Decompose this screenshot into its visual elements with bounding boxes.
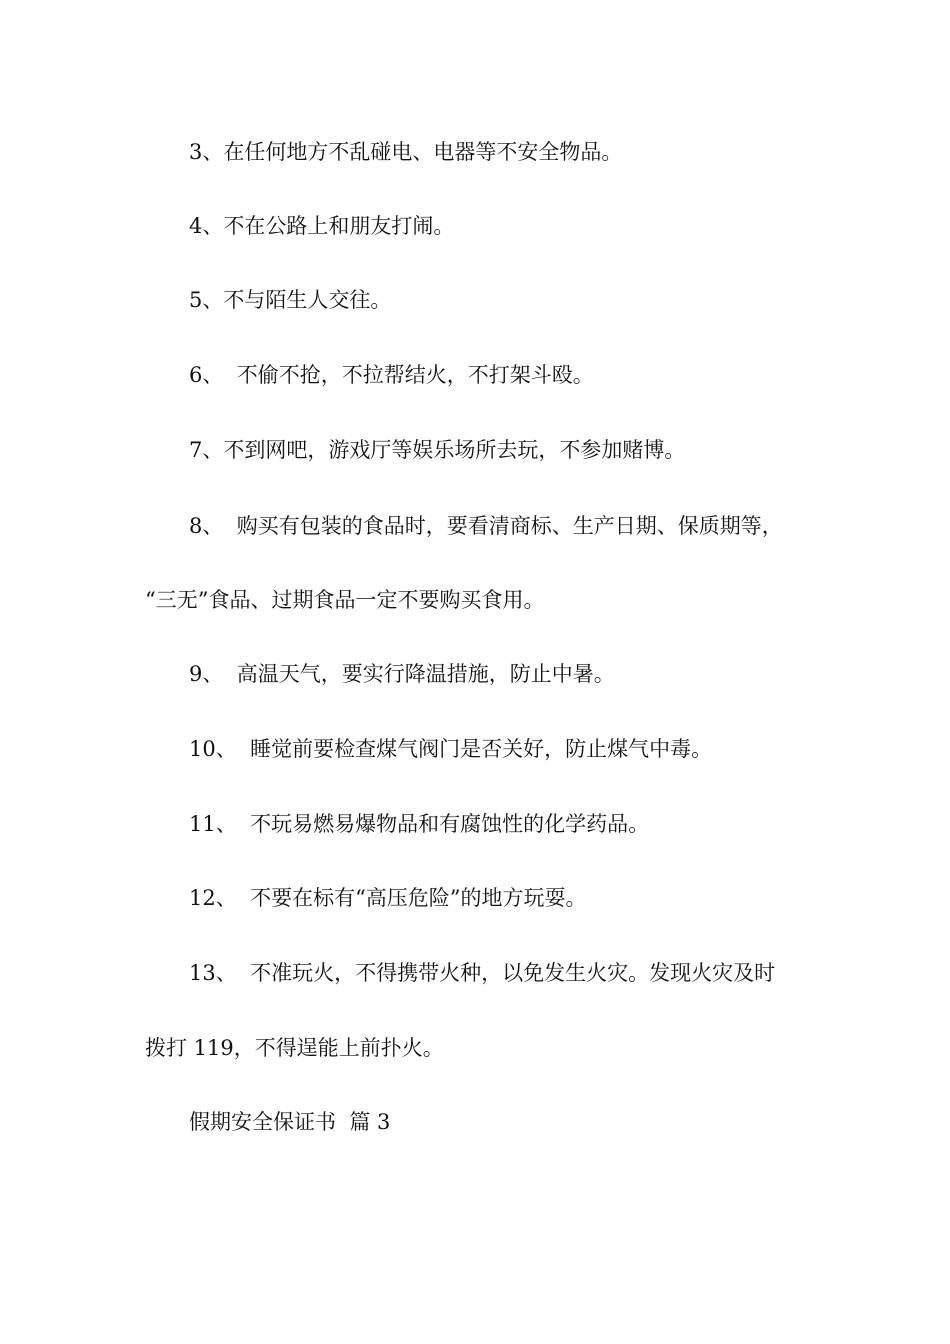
item-13: 13、 不准玩火，不得携带火种，以免发生火灾。发现火灾及时 [189,961,776,985]
item-12: 12、 不要在标有“高压危险”的地方玩耍。 [189,886,587,910]
item-6: 6、 不偷不抢，不拉帮结火，不打架斗殴。 [189,363,594,387]
item-4: 4、不在公路上和朋友打闹。 [189,214,455,238]
section-heading: 假期安全保证书 篇 3 [189,1110,391,1134]
item-10: 10、 睡觉前要检查煤气阀门是否关好，防止煤气中毒。 [189,737,713,761]
item-3: 3、在任何地方不乱碰电、电器等不安全物品。 [189,140,623,164]
item-8: 8、 购买有包装的食品时，要看清商标、生产日期、保质期等， [189,514,783,538]
item-8-continued: “三无”食品、过期食品一定不要购买食用。 [145,588,545,612]
item-7: 7、不到网吧，游戏厅等娱乐场所去玩，不参加赌博。 [189,438,686,462]
item-11: 11、 不玩易燃易爆物品和有腐蚀性的化学药品。 [189,812,650,836]
item-5: 5、不与陌生人交往。 [189,288,392,312]
item-9: 9、 高温天气，要实行降温措施，防止中暑。 [189,662,615,686]
item-13-continued: 拨打 119，不得逞能上前扑火。 [145,1036,444,1060]
